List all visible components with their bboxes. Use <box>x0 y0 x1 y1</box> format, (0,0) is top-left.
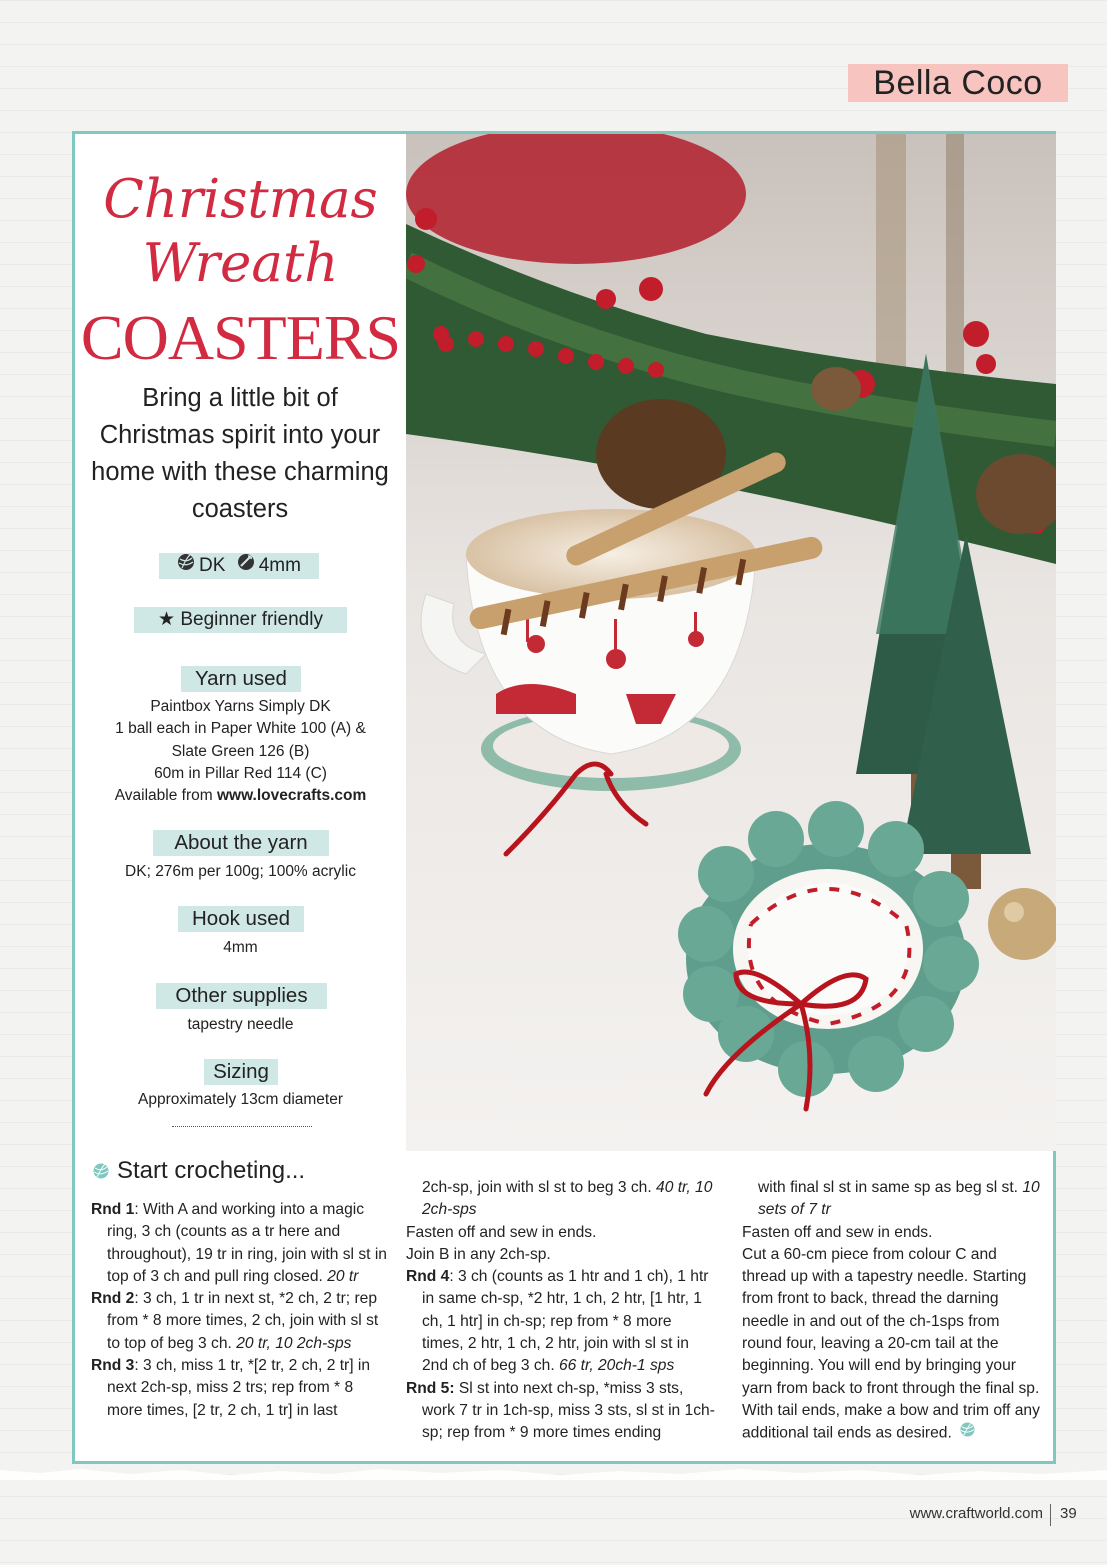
lovecrafts-link[interactable]: www.lovecrafts.com <box>216 787 367 805</box>
yarn-used-info <box>75 696 406 807</box>
heading-hook-used: Hook used <box>178 906 304 932</box>
start-heading-text: Start crocheting... <box>117 1157 306 1184</box>
torn-paper-edge <box>0 1466 1107 1480</box>
title-line-1: Christmas <box>103 169 378 230</box>
heading-about-yarn: About the yarn <box>153 830 329 856</box>
rnd-count: 20 tr, 10 2ch-sps <box>236 1334 352 1352</box>
fasten-off-1: Fasten off and sew in ends. <box>406 1223 597 1241</box>
finishing-text: Cut a 60-cm piece from colour C and thread up with a tapestry needle. Starting from front to back, thread the darning needle in and out of the ch-1sps from round four, leaving a 20-cm tail at the beginning. You will end by bringing your yarn from back to front through the final sp. With tail ends, make a bow and trim off any additional tail ends as desired. <box>742 1245 1040 1442</box>
yarn-ball-icon <box>93 1156 109 1188</box>
rnd-text: Sl st into next ch-sp, *miss 3 sts, work 7 tr in 1ch-sp, miss 3 sts, sl st in 1ch-sp; rep from * 9 more times ending <box>422 1379 715 1442</box>
rnd-count: 10 sets of 7 tr <box>758 1179 1040 1219</box>
rnd-label: Rnd 3 <box>91 1357 135 1375</box>
rnd-label: Rnd 5: <box>406 1379 455 1397</box>
rnd-4 <box>406 1266 716 1377</box>
heading-sizing: Sizing <box>204 1059 278 1085</box>
available-prefix: Available from <box>114 787 217 805</box>
dotted-divider <box>172 1126 312 1127</box>
rnd-text: 2ch-sp, join with sl st to beg 3 ch. <box>422 1179 657 1196</box>
heading-other-supplies: Other supplies <box>156 983 327 1009</box>
subtitle: Bring a little bit of Christmas spirit into your home with these charming coasters <box>91 384 389 523</box>
heading-yarn-used: Yarn used <box>181 666 301 692</box>
available-line <box>75 785 406 807</box>
title-line-3: COASTERS <box>80 302 401 373</box>
article-frame <box>72 131 1056 1464</box>
other-supplies-text: tapestry needle <box>187 1016 294 1033</box>
rnd-count: 40 tr, 10 2ch-sps <box>422 1179 713 1219</box>
coaster-photo-illustration <box>406 134 1056 1151</box>
about-yarn-text: DK; 276m per 100g; 100% acrylic <box>125 863 356 880</box>
spec-tag <box>159 553 319 579</box>
rnd-3-continued <box>406 1177 716 1222</box>
rnd-5 <box>406 1378 716 1445</box>
pattern-column-1 <box>91 1199 387 1422</box>
yarn-line: Slate Green 126 (B) <box>171 742 310 760</box>
yarn-ball-icon <box>177 553 195 579</box>
hook-size-text: 4mm <box>258 555 301 577</box>
rnd-text: : 3 ch, miss 1 tr, *[2 tr, 2 ch, 2 tr] in next 2ch-sp, miss 2 trs; rep from * 8 more times, [2 tr, 2 ch, 1 tr] in last <box>107 1357 371 1419</box>
rnd-label: Rnd 2 <box>91 1290 135 1308</box>
page-number: 39 <box>1060 1505 1077 1522</box>
rnd-text: with final sl st in same sp as beg sl st. <box>758 1179 1023 1196</box>
brand-label: Bella Coco <box>848 64 1068 102</box>
yarn-line: 1 ball each in Paper White 100 (A) & <box>115 720 366 738</box>
rnd-text: : 3 ch, 1 tr in next st, *2 ch, 2 tr; rep from * 8 more times, 2 ch, join with sl st to top of beg 3 ch. <box>107 1290 379 1352</box>
sizing-text: Approximately 13cm diameter <box>137 1091 344 1108</box>
pattern-column-3 <box>742 1177 1042 1445</box>
rnd-text: : 3 ch (counts as 1 htr and 1 ch), 1 htr in same ch-sp, *2 htr, 1 ch, 2 htr, [1 htr, 1 ch, 1 htr] in ch-sp; rep from * 8 more times, 2 htr, 1 ch, 2 htr, join with sl st in 2nd ch of beg 3 ch. <box>422 1268 709 1375</box>
yarn-line: Paintbox Yarns Simply DK <box>150 698 331 715</box>
hook-used-text: 4mm <box>223 939 258 956</box>
weight-text: DK <box>199 555 226 577</box>
rnd-5-continued <box>742 1177 1042 1222</box>
pattern-column-2 <box>406 1177 716 1445</box>
rnd-2 <box>91 1288 387 1355</box>
yarn-line: 60m in Pillar Red 114 (C) <box>154 764 327 782</box>
rnd-1 <box>91 1199 387 1288</box>
join-b: Join B in any 2ch-sp. <box>406 1245 551 1263</box>
rnd-3 <box>91 1355 387 1422</box>
rnd-text: : With A and working into a magic ring, 3 ch (counts as a tr here and throughout), 19 tr in ring, join with sl st in top of 3 ch and pull ring closed. <box>107 1201 387 1285</box>
rnd-label: Rnd 1 <box>91 1201 135 1218</box>
footer-url[interactable]: www.craftworld.com <box>909 1505 1043 1522</box>
finishing-instructions <box>742 1244 1042 1445</box>
hook-icon <box>237 553 255 579</box>
rnd-count: 66 tr, 20ch-1 sps <box>558 1357 675 1375</box>
rnd-label: Rnd 4 <box>406 1268 450 1286</box>
rnd-count: 20 tr <box>327 1267 359 1285</box>
end-yarn-ball-icon <box>960 1422 975 1444</box>
coaster-photo <box>406 134 1056 1151</box>
title-line-2: Wreath <box>142 233 339 294</box>
footer-separator <box>1050 1504 1051 1526</box>
start-heading <box>93 1155 305 1187</box>
fasten-off-2: Fasten off and sew in ends. <box>742 1223 933 1241</box>
level-tag: ★ Beginner friendly <box>134 607 347 633</box>
